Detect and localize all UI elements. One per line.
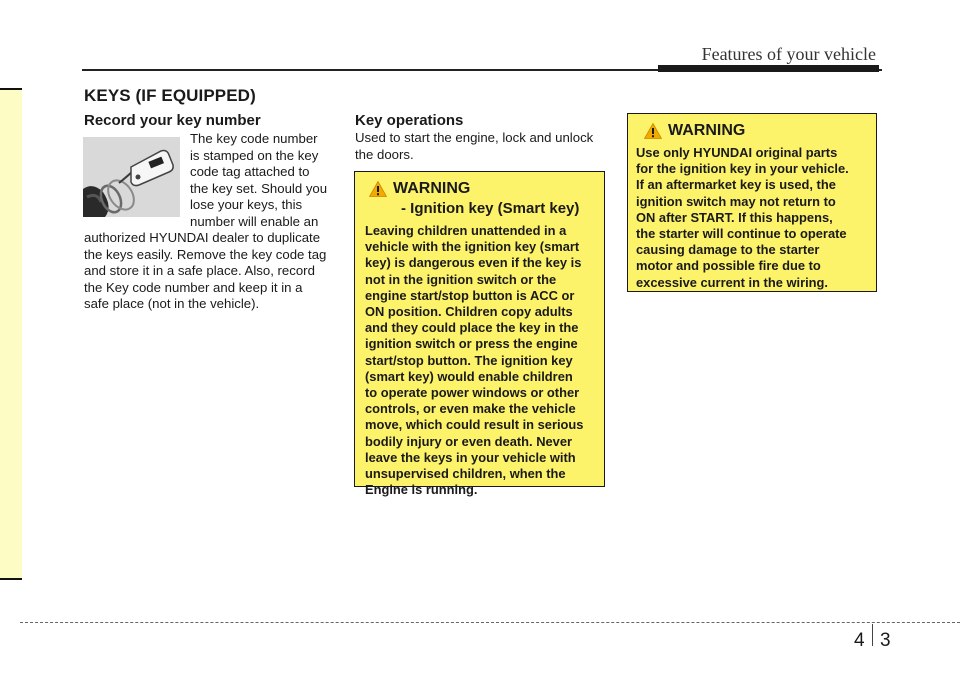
warning-line: not in the ignition switch or the [365,271,557,287]
record-key-line: The key code number [190,131,318,146]
warning-line: causing damage to the starter [636,242,820,258]
warning-line: the starter will continue to operate [636,226,847,242]
page-number-divider [872,624,873,646]
warning-line: controls, or even make the vehicle [365,401,576,417]
record-key-line: number will enable an [190,213,319,229]
warning-line: move, which could result in serious [365,417,584,433]
warning-subtitle: - Ignition key (Smart key) [401,200,580,217]
warning-line: and they could place the key in the [365,320,579,336]
warning-line: start/stop button. The ignition key [365,352,573,368]
record-key-line: safe place (not in the vehicle). [84,296,260,311]
warning-line: key) is dangerous even if the key is [365,255,582,271]
key-operations-line: the doors. [355,146,414,162]
warning-line: leave the keys in your vehicle with [365,449,576,465]
side-tab-top-rule [0,88,22,90]
header-title: Features of your vehicle [701,44,876,64]
warning-icon [369,181,387,197]
warning-line: unsupervised children, when the [365,466,566,482]
warning-line: vehicle with the ignition key (smart [365,239,580,255]
chapter-number: 4 [854,630,865,651]
record-key-text-wrapped [190,131,334,230]
warning-line: ON after START. If this happens, [636,209,833,225]
warning-title: WARNING [393,180,471,197]
key-image [83,137,180,217]
section-title: KEYS (IF EQUIPPED) [84,86,256,105]
warning-icon [644,123,662,139]
key-operations-line: Used to start the engine, lock and unlock [355,130,594,145]
warning-line: Engine is running. [365,482,478,498]
warning-line: bodily injury or even death. Never [365,433,573,449]
warning-line: Use only HYUNDAI original parts [636,145,838,160]
record-key-line: code tag attached to [190,164,310,179]
warning-line: ignition switch or press the engine [365,336,578,352]
warning-line: ON position. Children copy adults [365,304,573,320]
record-key-line: and store it in a safe place. Also, record [84,263,315,278]
warning-line: motor and possible fire due to [636,258,821,274]
key-operations-text [355,130,607,163]
warning-line: to operate power windows or other [365,385,580,401]
page-number: 3 [880,630,891,651]
key-with-code-tag-icon [83,137,180,217]
warning-line: If an aftermarket key is used, the [636,177,836,193]
warning-body [365,223,596,498]
smart-key-warning-box [354,171,605,498]
warning-line: ignition switch may not return to [636,193,836,209]
record-key-heading: Record your key number [84,112,261,129]
record-key-line: lose your keys, this [190,197,303,212]
footer-rule [20,622,960,623]
side-tab-bottom-rule [0,578,22,580]
record-key-line: the key set. Should you [190,180,328,196]
record-key-line: the keys easily. Remove the key code tag [84,246,327,262]
warning-line: Leaving children unattended in a [365,223,567,238]
warning-line: (smart key) would enable children [365,368,573,384]
header-rule-accent [658,65,879,72]
warning-title: WARNING [668,122,746,139]
warning-line: engine start/stop button is ACC or [365,287,575,303]
warning-line: excessive current in the wiring. [636,274,829,290]
warning-line: for the ignition key in your vehicle. [636,161,849,177]
original-parts-warning-box [627,113,877,292]
key-operations-heading: Key operations [355,112,464,129]
record-key-line: is stamped on the key [190,147,319,163]
record-key-text [84,230,336,313]
warning-body [636,145,868,291]
record-key-line: the Key code number and keep it in a [84,279,303,295]
record-key-line: authorized HYUNDAI dealer to duplicate [84,230,321,245]
side-tab [0,88,22,580]
